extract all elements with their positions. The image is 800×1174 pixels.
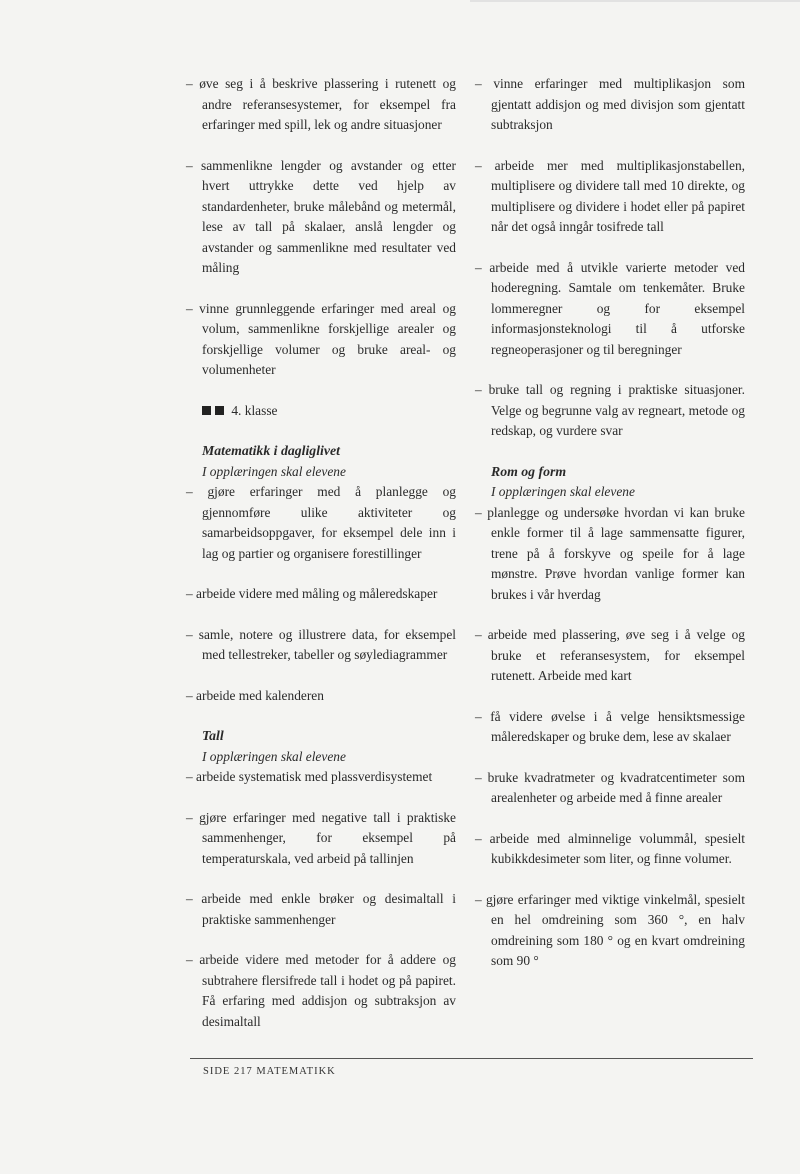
list-item: – arbeide med å utvikle varierte metoder ved hoderegning. Samtale om tenkemåter. Bruke lommeregner og for eksempel informasjonsteknologi til å utforske regneoperasjoner og til beregninger [475, 258, 745, 361]
list-item: – arbeide med plassering, øve seg i å velge og bruke et referansesystem, for eksempel rutenett. Arbeide med kart [475, 625, 745, 687]
section-title: Rom og form [491, 463, 567, 479]
section-intro: I opplæringen skal elevene [491, 484, 635, 499]
list-item: – arbeide med kalenderen [186, 686, 456, 707]
list-item: – gjøre erfaringer med viktige vinkelmål, spesielt en hel omdreining som 360 °, en halv omdreining som 180 ° og en kvart omdreining som 90 ° [475, 890, 745, 972]
list-item: – få videre øvelse i å velge hensiktsmessige måleredskaper og bruke dem, lese av skalaer [475, 707, 745, 748]
right-column [475, 74, 745, 992]
list-item: – arbeide systematisk med plassverdisystemet [186, 767, 456, 788]
list-item: – arbeide mer med multiplikasjonstabellen, multiplisere og dividere tall med 10 direkte, og multiplisere og dividere i hodet eller på papiret når det også inngår tosifrede tall [475, 156, 745, 238]
list-item: – arbeide med alminnelige volummål, spesielt kubikkdesimeter som liter, og finne volumer. [475, 829, 745, 870]
grade-heading-label: 4. klasse [231, 402, 278, 418]
list-item: – planlegge og undersøke hvordan vi kan bruke enkle former til å lage sammensatte figurer, trene på å forskyve og speile for å lage mønstre. Prøve hvordan vanlige former kan brukes i vår hverdag [475, 503, 745, 606]
square-bullet-icon [202, 406, 211, 415]
list-item: – samle, notere og illustrere data, for eksempel med tellestreker, tabeller og søylediagrammer [186, 625, 456, 666]
section-intro: I opplæringen skal elevene [202, 748, 346, 764]
list-item: – arbeide videre med måling og måleredskaper [186, 584, 456, 605]
list-item: – arbeide videre med metoder for å addere og subtrahere flersifrede tall i hodet og på papiret. Få erfaring med addisjon og subtraksjon av desimaltall [186, 950, 456, 1032]
left-column [186, 74, 456, 1052]
grade-heading [202, 401, 456, 422]
list-item: – vinne grunnleggende erfaringer med areal og volum, sammenlikne forskjellige arealer og forskjellige volumer og bruke areal- og volumenheter [186, 299, 456, 381]
list-item: – vinne erfaringer med multiplikasjon som gjentatt addisjon og med divisjon som gjentatt subtraksjon [475, 74, 745, 136]
square-bullet-icon [215, 406, 224, 415]
list-item: – øve seg i å beskrive plassering i rutenett og andre referansesystemer, for eksempel fra erfaringer med spill, lek og andre situasjoner [186, 74, 456, 136]
list-item: – sammenlikne lengder og avstander og etter hvert uttrykke dette ved hjelp av standardenheter, bruke målebånd og metermål, lese av tall på skalaer, anslå lengder og avstander og sammenlikne med resultater ved måling [186, 156, 456, 279]
section-intro: I opplæringen skal elevene [202, 463, 346, 479]
section-title: Matematikk i dagliglivet [202, 443, 340, 458]
footer-rule [190, 1058, 753, 1059]
list-item: – bruke kvadratmeter og kvadratcentimeter som arealenheter og arbeide med å finne arealer [475, 768, 745, 809]
scan-edge-mark [470, 0, 800, 2]
list-item: – gjøre erfaringer med negative tall i praktiske sammenhenger, for eksempel på temperaturskala, ved arbeid på tallinjen [186, 808, 456, 870]
page-footer: SIDE 217 MATEMATIKK [203, 1066, 336, 1077]
list-item: – gjøre erfaringer med å planlegge og gjennomføre ulike aktiviteter og samarbeidsoppgaver, for eksempel dele inn i lag og partier og organisere forestillinger [186, 482, 456, 564]
section-title: Tall [202, 728, 224, 743]
list-item: – arbeide med enkle brøker og desimaltall i praktiske sammenhenger [186, 889, 456, 930]
list-item: – bruke tall og regning i praktiske situasjoner. Velge og begrunne valg av regneart, metode og redskap, og vurdere svar [475, 380, 745, 442]
